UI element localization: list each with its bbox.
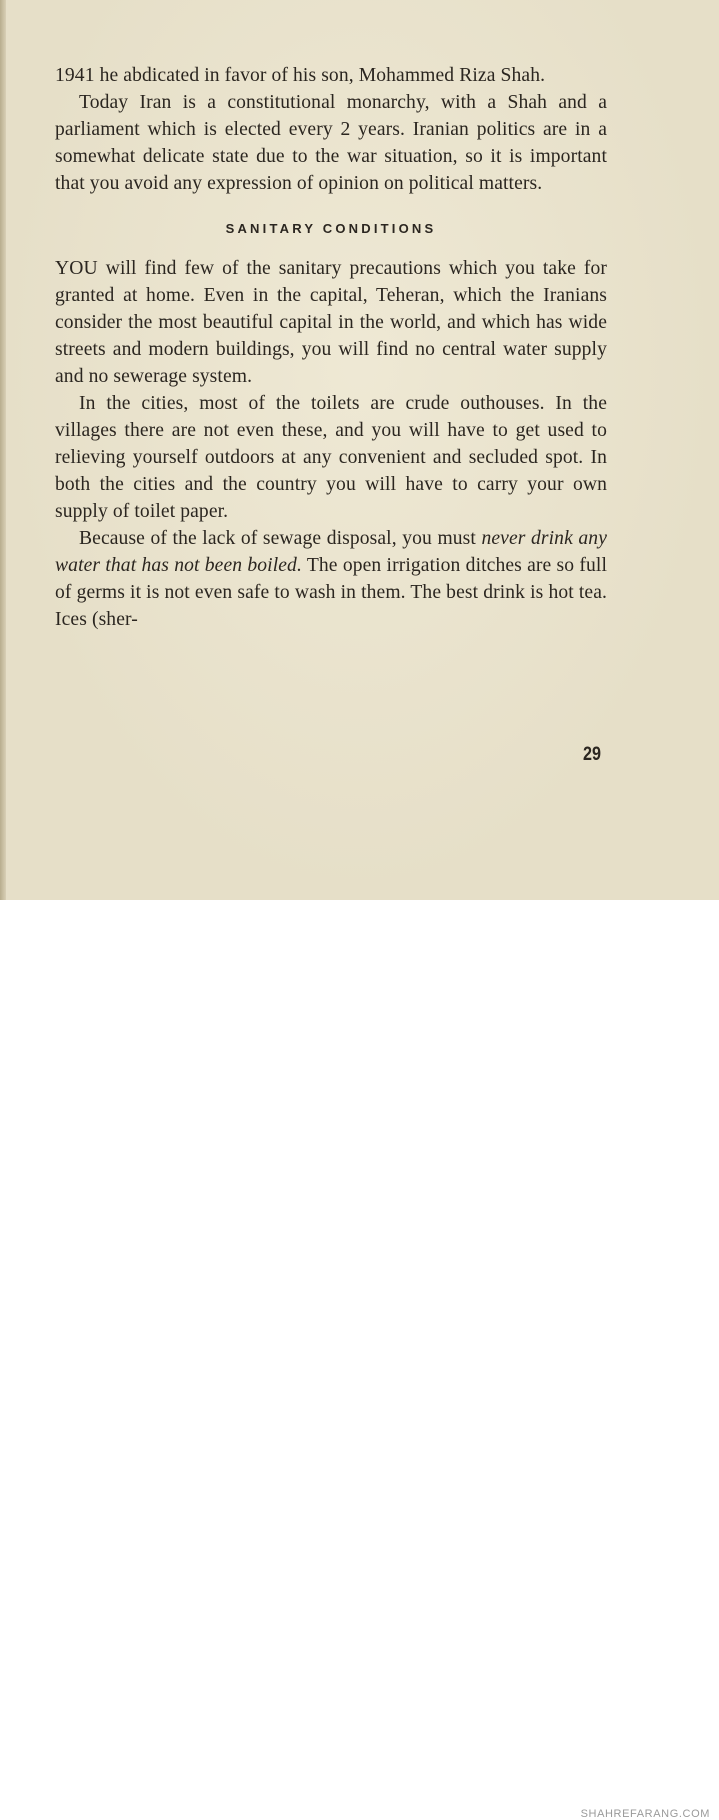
body-text: [55, 62, 607, 633]
section-heading: SANITARY CONDITIONS: [225, 221, 437, 236]
footer-bar: [0, 900, 719, 1820]
water-warning-emphasis: never drink any water that has not been boiled.: [55, 528, 607, 576]
paragraph-monarchy: Today Iran is a constitutional monarchy, with a Shah and a parliament which is elected every 2 years. Iranian politics are in a somewhat delicate state due to the war situation, so it is important that you avoid any expression of opinion on political matters.: [55, 92, 607, 194]
site-watermark: SHAHREFARANG.COM: [580, 1808, 710, 1820]
page-number: 29: [583, 744, 601, 765]
paragraph-abdication: 1941 he abdicated in favor of his son, Mohammed Riza Shah.: [55, 65, 546, 86]
water-text-start: Because of the lack of sewage disposal, you must: [79, 528, 482, 549]
paragraph-toilets: In the cities, most of the toilets are crude outhouses. In the villages there are not even these, and you will have to get used to relieving yourself outdoors at any convenient and secluded spot. In both the cities and the country you will have to carry your own supply of toilet paper.: [55, 393, 607, 522]
page-gutter: [0, 0, 6, 900]
paragraph-water: [55, 525, 607, 633]
book-page: [0, 0, 719, 900]
paragraph-sanitary: YOU will find few of the sanitary precautions which you take for granted at home. Even in the capital, Teheran, which the Iranians consider the most beautiful capital in the world, and which has wide streets and modern buildings, you will find no central water supply and no sewerage system.: [55, 258, 607, 387]
water-text-end: The open irrigation ditches are so full of germs it is not even safe to wash in them. The best drink is hot tea. Ices (sher-: [55, 555, 607, 630]
